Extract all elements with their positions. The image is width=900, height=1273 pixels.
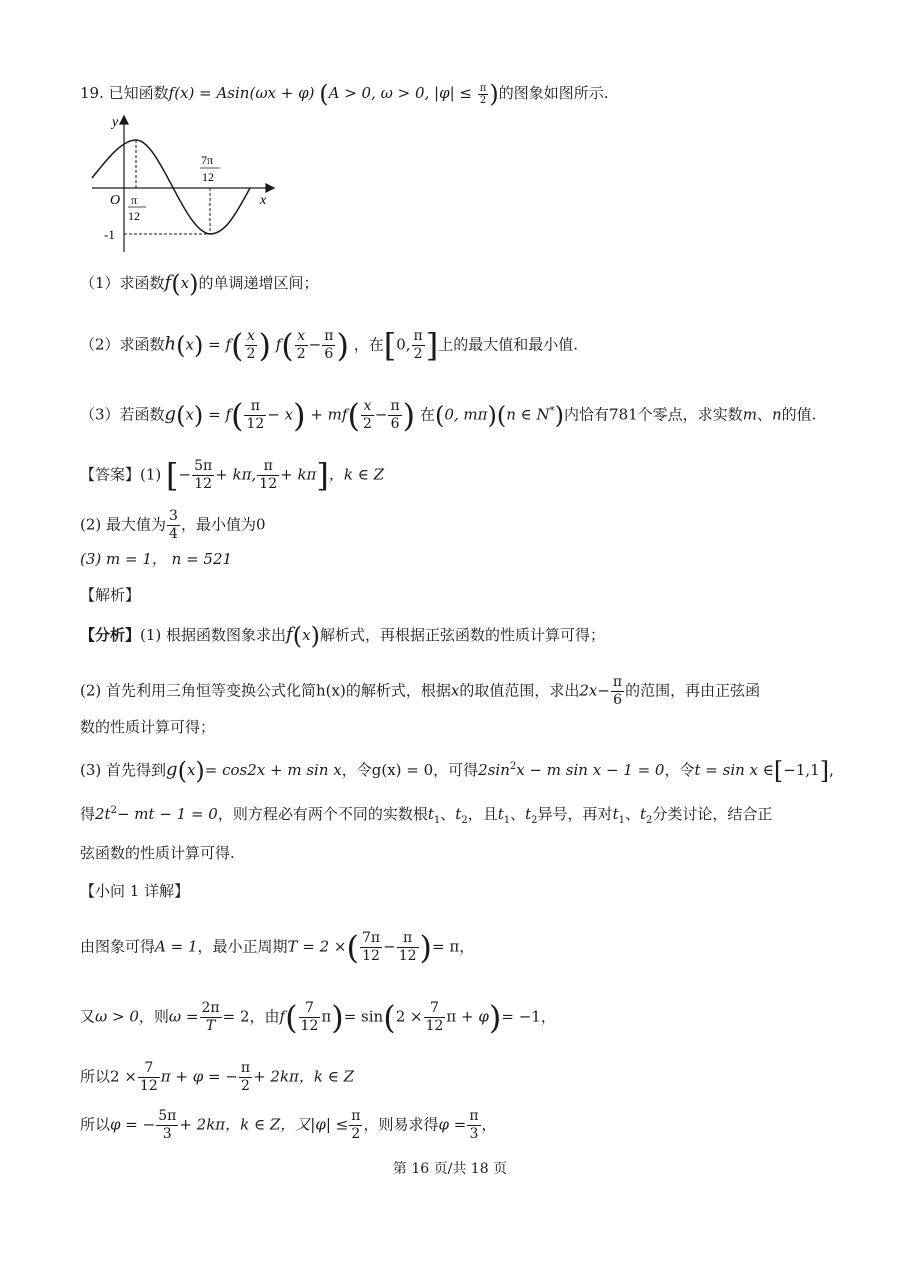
detail-4: 所以φ = − $\frac{5\pi}{3}$ + 2kπ，k ∈ Z，又|φ| ≤ $\frac{\pi}{2}$ ，则易求得φ = $\frac{\pi}{3}$ ， xyxy=(80,1108,497,1142)
x1-den: 12 xyxy=(128,209,140,223)
page-footer: 第 16 页/共 18 页 xyxy=(392,1161,508,1177)
part-1: （1）求函数f(x)的单调递增区间； xyxy=(80,270,319,298)
detail-1: 由图象可得A = 1，最小正周期T = 2 ×( $\frac{7\pi}{12}$ − $\frac{\pi}{12}$ )= π， xyxy=(80,928,475,967)
part-3: （3）若函数g(x) = f( $\frac{\pi}{12}$ − x) + mf( $\frac{x}{2}$ − $\frac{\pi}{6}$ ) 在(0, mπ)(n ∈ N*)内恰有781个零点，求实数m、n的值. xyxy=(80,396,817,435)
detail-label: 【小问 1 详解】 xyxy=(80,882,190,900)
stem-pi-over-2: $\frac{\pi}{2}$ xyxy=(479,82,487,106)
x-axis-arrow xyxy=(266,184,274,192)
question-number: 19. xyxy=(80,84,104,102)
stem-condition: A > 0, ω > 0, |φ| ≤ xyxy=(328,84,473,102)
stem-suffix: 的图象如图所示. xyxy=(498,84,609,102)
x-axis-label: x xyxy=(260,193,267,208)
y-axis-arrow xyxy=(120,116,128,124)
paren-open: ( xyxy=(319,80,329,108)
answer-line-1: 【答案】(1) [− $\frac{5\pi}{12}$ + kπ, $\frac{\pi}{12}$ + kπ]，k ∈ Z xyxy=(80,456,385,495)
question-stem xyxy=(80,82,609,106)
analysis-3: (3) 首先得到g(x)= cos2x + m sin x，令g(x) = 0，可得$2\sin^2x - m$ sin x − 1 = 0，令t = sin x ∈[−1,1], xyxy=(80,757,834,785)
x1-num: π xyxy=(131,193,138,207)
part-2: （2）求函数h(x) = f( $\frac{x}{2}$ ) f( $\frac{x}{2}$ − $\frac{\pi}{6}$ ) ，在[0, $\frac{\pi}{2}$ ]上的最大值和最小值. xyxy=(80,326,578,365)
detail-3: 所以2 × $\frac{7}{12}$ π + φ = − $\frac{\pi}{2}$ + 2kπ，k ∈ Z xyxy=(80,1060,355,1094)
x2-num: 7π xyxy=(201,153,214,167)
analysis-3-line3: 弦函数的性质计算可得. xyxy=(80,844,235,862)
stem-function: f(x) = Asin(ωx + φ) xyxy=(168,84,315,102)
sine-graph xyxy=(88,112,278,258)
y-axis-label: y xyxy=(112,115,119,130)
paren-close: ) xyxy=(489,80,499,108)
y-min-label: -1 xyxy=(104,227,115,242)
stem-prefix: 已知函数 xyxy=(108,84,169,102)
graph-axes xyxy=(92,116,274,252)
x2-den: 12 xyxy=(202,170,214,184)
analysis-1: 【分析】(1) 根据函数图象求出f(x)解析式，再根据正弦函数的性质计算可得； xyxy=(80,622,605,650)
sine-curve xyxy=(92,140,250,234)
analysis-3-line2: 得$2t^2-$ mt − 1 = 0，则方程必有两个不同的实数根$t_1$、$t_2$，且$t_1$、$t_2$异号，再对$t_1$、$t_2$分类讨论，结合正 xyxy=(80,805,773,826)
analysis-2-cont: 数的性质计算可得； xyxy=(80,718,216,736)
answer-line-3: (3) m = 1， n = 521 xyxy=(80,550,233,568)
analysis-2: (2) 首先利用三角恒等变换公式化简h(x)的解析式，根据x的取值范围，求出2x− $\frac{\pi}{6}$ 的范围，再由正弦函 xyxy=(80,674,761,708)
detail-2: 又ω > 0，则ω = $\frac{2\pi}{T}$ = 2，由f( $\frac{7}{12}$ π)= sin(2 × $\frac{7}{12}$ π + φ)= −1， xyxy=(80,998,556,1037)
answer-line-2: (2) 最大值为 $\frac{3}{4}$ ，最小值为0 xyxy=(80,508,266,542)
analysis-label: 【解析】 xyxy=(80,586,141,604)
origin-label: O xyxy=(110,193,121,208)
answer-label: 【答案】 xyxy=(80,465,141,484)
